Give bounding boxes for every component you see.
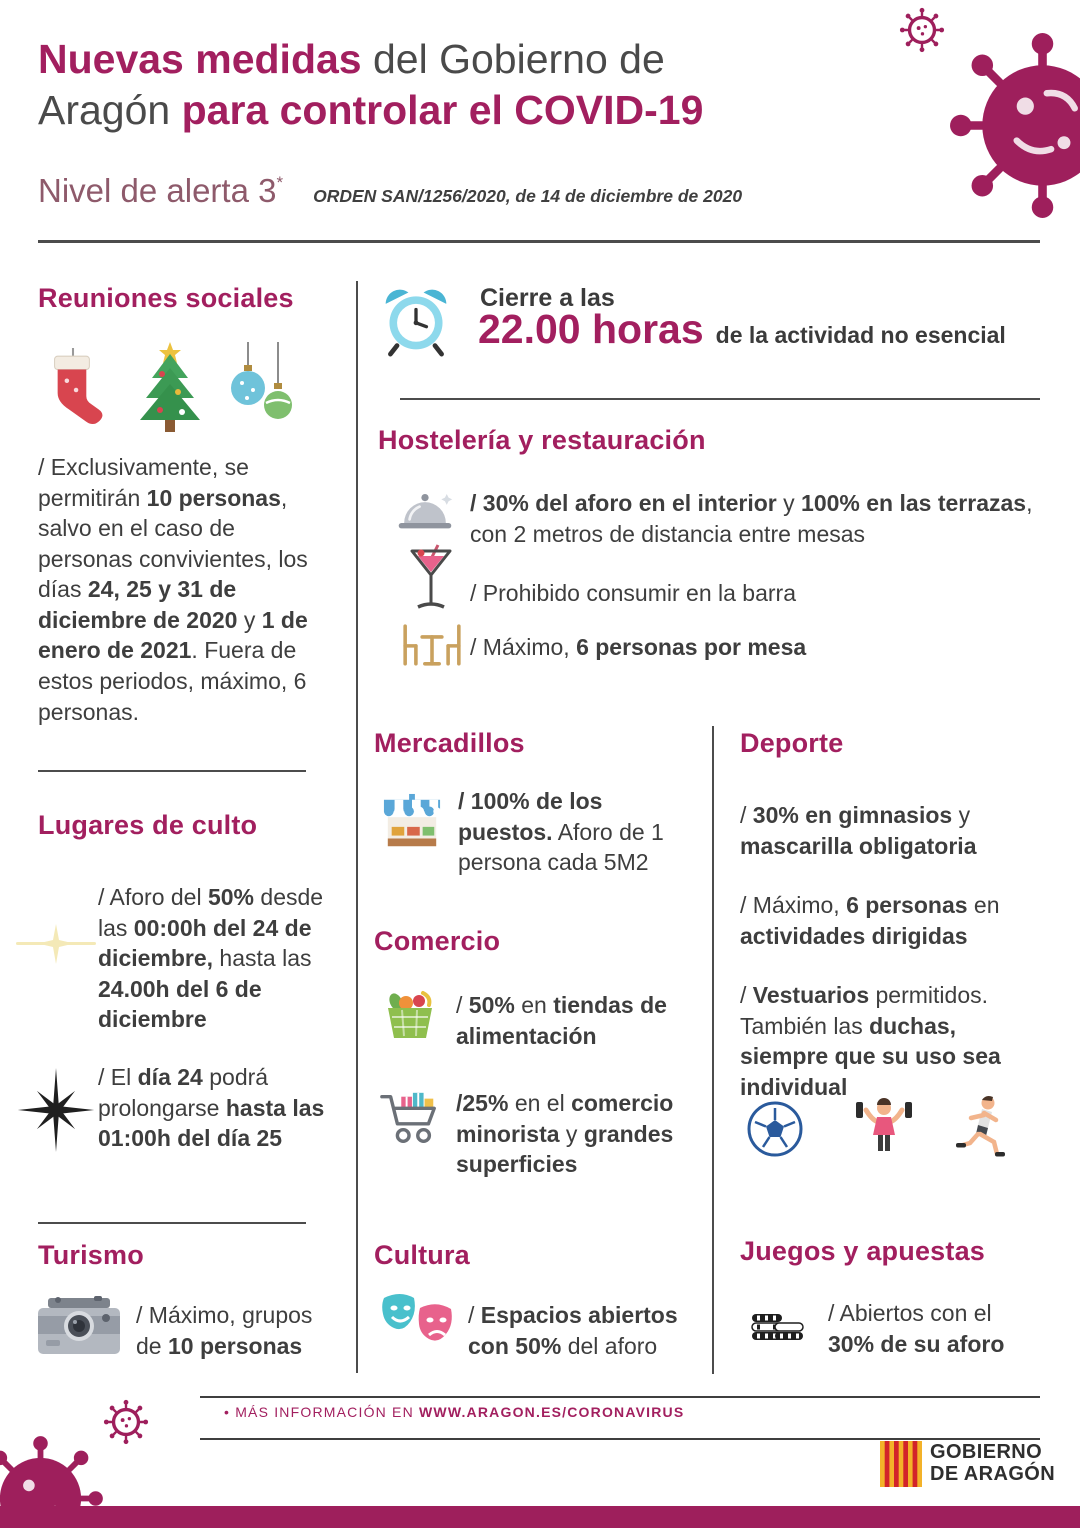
- column-divider: [356, 281, 358, 1373]
- bottom-bar: [0, 1506, 1080, 1528]
- cocktail-icon: [408, 542, 454, 618]
- header-divider: [38, 240, 1040, 243]
- section-heading-culto: Lugares de culto: [38, 810, 258, 840]
- section-heading-mercadillos: Mercadillos: [374, 728, 525, 758]
- deporte-item-1: / 30% en gimnasios y mascarilla obligatoria: [740, 802, 977, 859]
- deporte-item-3: / Vestuarios permitidos. También las duchas, siempre que su uso sea individual: [740, 982, 1001, 1100]
- sparkle-icon: [16, 922, 96, 966]
- cultura-item-1: / Espacios abiertos con 50% del aforo: [468, 1302, 678, 1359]
- column-divider: [712, 726, 714, 1374]
- footer-divider-bottom: [200, 1438, 1040, 1440]
- order-reference: ORDEN SAN/1256/2020, de 14 de diciembre de 2020: [313, 186, 743, 206]
- government-line-1: GOBIERNO: [930, 1441, 1043, 1463]
- closure-intro: Cierre a las: [480, 284, 615, 312]
- closure-line: [478, 306, 1006, 353]
- theater-masks-icon: [380, 1292, 456, 1352]
- divider: [38, 1222, 306, 1224]
- christmas-tree-icon: [128, 340, 212, 436]
- section-heading-reuniones: Reuniones sociales: [38, 283, 294, 313]
- section-heading-cultura: Cultura: [374, 1240, 470, 1270]
- section-heading-deporte: Deporte: [740, 728, 844, 758]
- comercio-item-2: /25% en el comercio minorista y grandes superficies: [456, 1090, 674, 1178]
- alarm-clock-icon: [380, 282, 452, 358]
- reuniones-body: / Exclusivamente, se permitirán 10 personas, salvo en el caso de personas convivientes, los días 24, 25 y 31 de diciembre de 2020 y 1 de enero de 2021. Fuera de estos periodos, máximo, 6 personas.: [38, 454, 308, 725]
- culto-item-2: / El día 24 podrá prolongarse hasta las 01:00h del día 25: [98, 1064, 325, 1152]
- alert-level: Nivel de alerta 3*: [38, 172, 284, 209]
- title-line-2: Aragón para controlar el COVID-19: [38, 86, 704, 133]
- page-title: [38, 34, 703, 136]
- government-line-2: DE ARAGÓN: [930, 1463, 1056, 1486]
- footer-info: • MÁS INFORMACIÓN EN WWW.ARAGON.ES/CORONAVIRUS: [224, 1404, 685, 1420]
- section-heading-juegos: Juegos y apuestas: [740, 1236, 986, 1266]
- alert-level-row: [38, 172, 742, 210]
- mercadillos-item-1: / 100% de los puestos. Aforo de 1 persona cada 5M2: [458, 788, 664, 876]
- market-stall-icon: [382, 792, 442, 854]
- stocking-icon: [42, 348, 104, 434]
- hosteleria-item-2: / Prohibido consumir en la barra: [470, 580, 796, 606]
- closure-suffix: de la actividad no esencial: [715, 322, 1006, 348]
- closure-time: 22.00 horas: [478, 306, 704, 352]
- grocery-basket-icon: [382, 986, 438, 1044]
- alert-asterisk: *: [276, 173, 284, 192]
- section-heading-turismo: Turismo: [38, 1240, 144, 1270]
- comercio-item-1: / 50% en tiendas de alimentación: [456, 992, 667, 1049]
- government-logo-text: [930, 1441, 1055, 1486]
- juegos-item-1: / Abiertos con el 30% de su aforo: [828, 1300, 1005, 1357]
- shopping-cart-icon: [378, 1086, 442, 1152]
- runner-icon: [952, 1094, 1008, 1160]
- divider: [400, 398, 1040, 400]
- deporte-item-2: / Máximo, 6 personas en actividades dirigidas: [740, 892, 1000, 949]
- hosteleria-item-1: / 30% del aforo en el interior y 100% en las terrazas, con 2 metros de distancia entre mesas: [470, 490, 1033, 547]
- camera-icon: [36, 1296, 122, 1356]
- weightlifter-icon: [852, 1094, 916, 1160]
- turismo-item-1: / Máximo, grupos de 10 personas: [136, 1302, 313, 1359]
- soccer-ball-icon: [746, 1100, 804, 1158]
- divider: [38, 770, 306, 772]
- aragon-flag-icon: [880, 1441, 922, 1487]
- hosteleria-item-3: / Máximo, 6 personas por mesa: [470, 634, 807, 660]
- title-line-1: Nuevas medidas del Gobierno de: [38, 36, 665, 82]
- baubles-icon: [228, 342, 298, 434]
- footer-divider-top: [200, 1396, 1040, 1398]
- virus-icon: [935, 18, 1080, 233]
- table-chairs-icon: [398, 622, 466, 668]
- section-heading-hosteleria: Hostelería y restauración: [378, 425, 706, 455]
- poker-chips-icon: [748, 1292, 806, 1350]
- star-icon: [14, 1068, 98, 1152]
- serving-dish-icon: [396, 490, 454, 536]
- section-heading-comercio: Comercio: [374, 926, 501, 956]
- culto-item-1: / Aforo del 50% desde las 00:00h del 24 de diciembre, hasta las 24.00h del 6 de diciembre: [98, 884, 324, 1033]
